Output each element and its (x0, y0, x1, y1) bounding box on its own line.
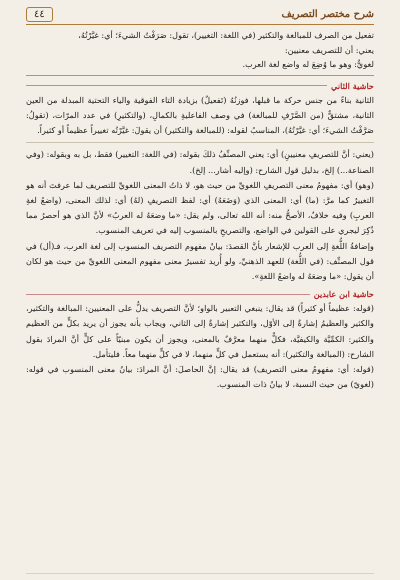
running-header (26, 4, 374, 25)
running-title: شرح مختصر التصريف (281, 8, 374, 20)
section-label-text: حاشية الثاني (331, 80, 374, 91)
section-label-line (26, 85, 327, 86)
matn-paragraph-3: لغويٌّ: وهو ما وُضِعَ له واضع لغة العرب. (242, 59, 374, 70)
hashiya-thani-paragraph: الثانية بناءً من جنس حركة ما قبلها، فوزنُهُ (تَفعيلٌ) بزيادة التاء الفوقية والياء التحتية المبدلة من العين الثانية، مشتقٌّ (من الصَّرْفِ للمبالغة) في وصف الفاعليةِ بالكمالِ، (والتكثيرِ) في عدد المرّات، (تقولُ: صَرَّفْتُ الشيءَ؛ أي: غيَّرْتُهُ)، المناسبُ لقوله: (للمبالغة والتكثير) أن يقولَ: غيَّرْتُه تغييراً عظيماً أو كثيراً. (26, 94, 374, 136)
matn-divider (26, 75, 374, 76)
section-label-text: حاشية ابن عابدين (313, 289, 374, 300)
section-label-hashiya-thani (26, 81, 374, 91)
commentary-block (26, 147, 374, 284)
matn-block (26, 28, 374, 72)
section-label-ibn-abidin (26, 289, 374, 299)
page-number: ٤٤ (26, 7, 53, 22)
matn-paragraph-2: يعني: أن للتصريف معنيين: (284, 44, 374, 55)
matn-paragraph-1: تفعيل من الصرف للمبالغة والتكثير (في اللغة: التغيير)، تقول: صَرَفْتُ الشيءَ؛ أي: غيَّرْتُهُ، (78, 30, 374, 40)
ibn-abidin-paragraph-2: (قوله: أي: مفهومُ معنى التصريف) قد يقال: إنَّ الحاصلَ: أنَّ المرادَ: بيانُ معنى المنسوب في قوله: (لغويّ) من حيث النسبة، لا بيانُ ذات المنسوب. (26, 364, 374, 390)
footer-rule (26, 573, 374, 574)
commentary-paragraph-3: وإضافةُ اللُّغةِ إلى العرب للإشعار بأنَّ القصدَ: بيانُ مفهوم التصريف المنسوب إلى لغة العرب، فـ(أل) في قول المصنِّف: (في اللُّغة) للعهد الذهنيِّ، ولو أُريد تفسيرُ معنى مفهوم المعنى اللغويِّ من حيث هو لكان أن يقول: «ما وضعَهُ له واضعُ اللغةِ». (26, 240, 374, 282)
section-separator (26, 142, 374, 143)
commentary-paragraph-1: (يعني: أنَّ للتصريفِ معنيينِ) أي: يعني المصنِّفُ ذلكَ بقوله: (في اللغة: التغيير) فقط، بل به وبقوله: (وفي الصناعة...) إلخ، بدليل قول الشارح: (وإليه أشار... إلخ). (26, 149, 374, 175)
commentary-paragraph-2: (وهو) أي: مفهومُ معنى التصريفِ اللغويِّ من حيث هو، لا ذاتُ المعنى اللغويِّ للتصريف لما عرفتَ أنه هو التغييرُ كما مرَّ: (ما) أي: المعنى الذي (وَضَعَهُ) أي: لفظ التصريفِ (لهُ) أي: لذلك المعنى، (واضعُ لغةِ العربِ) وفيه خلافٌ، الأصحُّ منه: أنه الله تعالى، ولم يقل: «ما وضعَهُ له العربُ» لأنَّ الذي هو أحصرُ مما ذُكِرَ ليجري على القولين في الواضع، والتصريحِ بالمنسوب إليه في تعريف المنسوب. (26, 179, 374, 236)
section-label-line (26, 294, 310, 295)
ibn-abidin-paragraph-1: (قوله: عظيماً أو كثيراً) قد يقال: ينبغي التعبير بالواو؛ لأنَّ التصريف يدلُّ على المعنيين: المبالغة والتكثير، والكثير والعظيمُ إشارةٌ إلى الأوّل، والتكثير إشارةٌ إلى الثاني، ويجاب بأنه يجوز أن يريد بكلٍّ من العظيم والكثير: الكمِّيَّة والكيفيَّة، فكلٌّ منهما معرَّفٌ بالمعنى، ويجوز أن يكون مبنيّاً على كلٍّ أنَّ المرادَ بقول الشارح: (المبالغة والتكثير): أنه يستعمل في كلٍّ منهما، لا في كلٍّ منهما معاً. فليتأمل. (26, 303, 374, 359)
